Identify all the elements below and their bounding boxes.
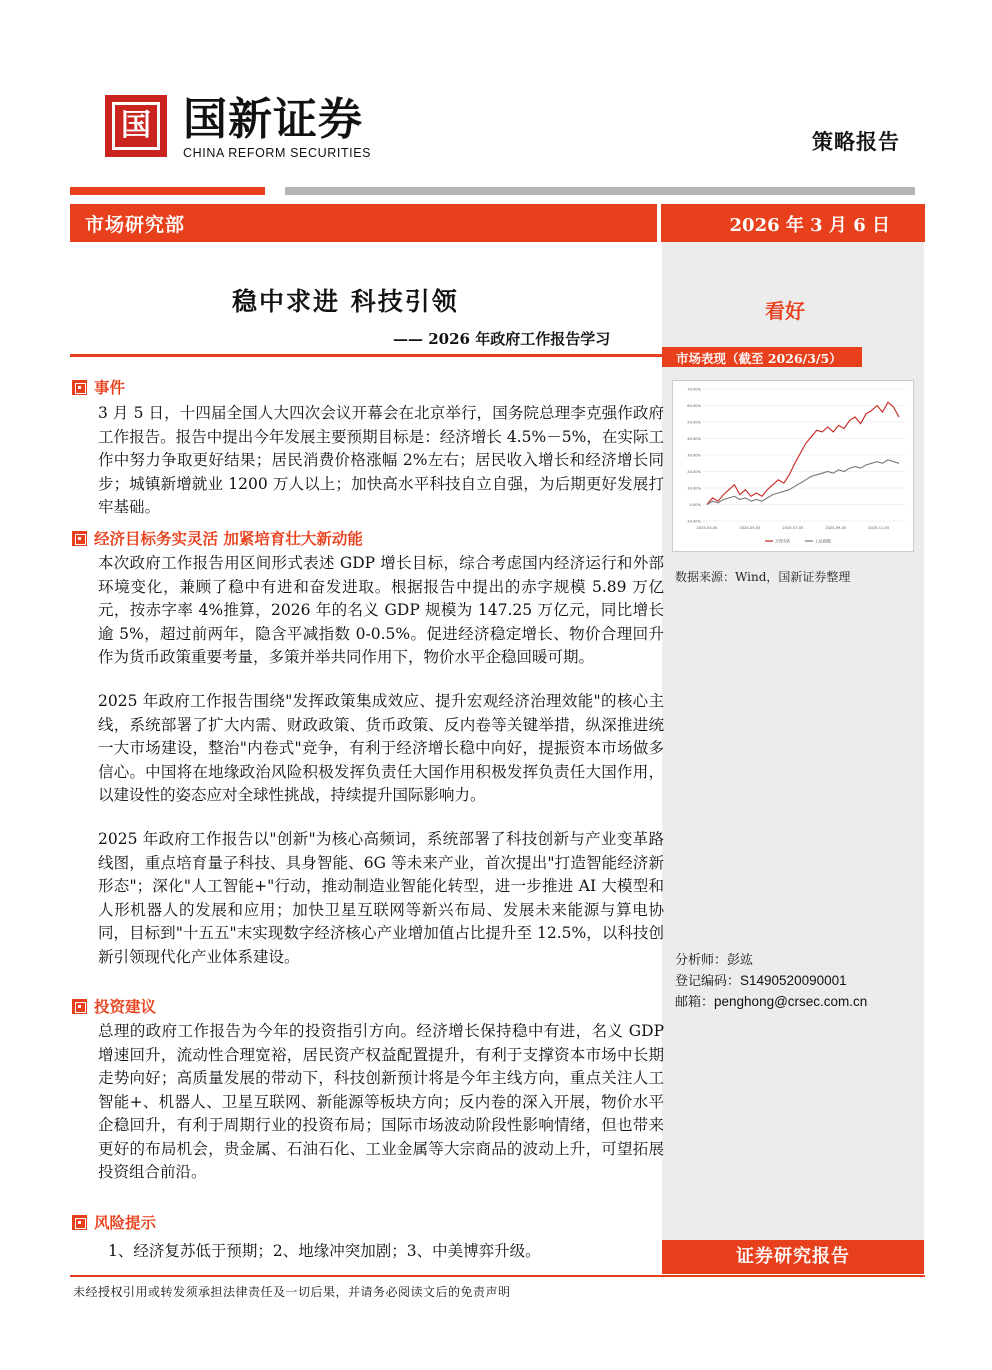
chart-legend-label: 万得全A: [775, 538, 790, 544]
market-chart-svg: [673, 381, 913, 551]
chart-x-tick-label: 2025-03-05: [696, 526, 718, 530]
goals-paragraph-2: 2025 年政府工作报告围绕"发挥政策集成效应、提升宏观经济治理效能"的核心主线，系统部署了扩大内需、财政政策、货币政策、反内卷等关键举措，纵深推进统一大市场建设，整治"内卷式"竞争，有利于经济增长稳中向好，提振资本市场做多信心。中国将在地缘政治风险积极发挥负责任大国作用积极发挥负责任大国作用，以建设性的姿态应对全球性挑战，持续提升国际影响力。: [98, 692, 664, 804]
chart-y-tick-label: 70.00%: [687, 387, 701, 392]
rating-label: 看好: [765, 299, 805, 323]
risk-paragraph: 1、经济复苏低于预期；2、地缘冲突加剧；3、中美博弈升级。: [108, 1242, 541, 1260]
section-risk-header: [72, 1211, 156, 1233]
event-paragraph: 3 月 5 日，十四届全国人大四次会议开幕会在北京举行，国务院总理李克强作政府工作报告。报告中提出今年发展主要预期目标是：经济增长 4.5%－5%，在实际工作中努力争取更好结果；居民消费价格涨幅 2%左右；居民收入增长和经济增长同步；城镇新增就业 1200 万人以上；加快高水平科技自立自强，为后期更好发展打牢基础。: [98, 404, 664, 516]
chart-y-tick-label: 30.00%: [687, 453, 701, 458]
section-bullet-icon: [72, 531, 87, 546]
market-chart: [672, 380, 914, 552]
report-type-label: 证券研究报告: [662, 1240, 924, 1274]
section-bullet-icon: [72, 380, 87, 395]
chart-x-tick-label: 2025-11-05: [868, 526, 890, 530]
section-bullet-icon: [72, 999, 87, 1014]
company-logo: [105, 95, 167, 157]
logo-frame: [112, 102, 160, 150]
chart-y-tick-label: 40.00%: [687, 437, 701, 441]
chart-x-tick-label: 2025-07-05: [782, 526, 804, 530]
goals-paragraph-3: 2025 年政府工作报告以"创新"为核心高频词，系统部署了科技创新与产业变革路线图，重点培育量子科技、具身智能、6G 等未来产业，首次提出"打造智能经济新形态"；深化"人工智能+"行动，推动制造业智能化转型，进一步推进 AI 大模型和人形机器人的发展和应用；加快卫星互联网等新兴布局、发展未来能源与算电协同，目标到"十五五"末实现数字经济核心产业增加值占比提升至 12.5%，以科技创新引领现代化产业体系建设。: [98, 830, 664, 966]
section-event-header: [72, 376, 125, 398]
analyst-reg: S1490520090001: [740, 973, 847, 988]
chart-y-tick-label: 10.00%: [687, 486, 701, 491]
analyst-reg-row: [675, 971, 867, 992]
chart-y-tick-label: -10.00%: [686, 519, 701, 524]
report-title: 稳中求进 科技引领: [232, 287, 459, 316]
section-goals-header: [72, 527, 363, 549]
header-gray-bar: [285, 187, 915, 195]
section-event-title: 事件: [94, 378, 126, 397]
document-type: 策略报告: [812, 129, 900, 154]
analyst-email[interactable]: penghong@crsec.com.cn: [714, 994, 868, 1009]
chart-y-tick-label: 20.00%: [687, 470, 701, 474]
analyst-email-row: [675, 992, 867, 1013]
chart-source: 数据来源：Wind，国新证券整理: [675, 570, 851, 584]
chart-x-tick-label: 2025-05-05: [739, 526, 761, 530]
brand-name-cn: 国新证券: [183, 94, 363, 145]
section-invest-title: 投资建议: [94, 997, 157, 1016]
report-date: 2026 年 3 月 6 日: [729, 215, 890, 236]
section-invest-header: [72, 995, 156, 1017]
title-rule: [70, 354, 662, 357]
department-label: 市场研究部: [85, 214, 186, 236]
analyst-name-row: [675, 951, 867, 971]
chart-y-tick-label: 50.00%: [687, 420, 701, 425]
logo-char: 国: [121, 108, 151, 143]
department-band: [70, 204, 925, 242]
chart-x-tick-label: 2025-09-05: [825, 526, 847, 530]
header-red-bar: [70, 187, 265, 195]
brand-name-en: CHINA REFORM SECURITIES: [183, 146, 372, 160]
band-divider: [657, 204, 661, 242]
market-performance-label: 市场表现（截至 2026/3/5）: [662, 347, 862, 367]
analyst-name: 彭竑: [727, 953, 754, 968]
goals-paragraph-1: 本次政府工作报告用区间形式表述 GDP 增长目标，综合考虑国内经济运行和外部环境变化，兼顾了稳中有进和奋发进取。根据报告中提出的赤字规模 5.89 万亿元，按赤字率 4%推算，2026 年的名义 GDP 规模为 147.25 万亿元，同比增长逾 5%，超过前两年，隐含平减指数 0-0.5%。促进经济稳定增长、物价合理回升作为货币政策重要考量，多策并举共同作用下，物价水平企稳回暖可期。: [98, 554, 664, 666]
analyst-reg-label: 登记编码：: [675, 974, 741, 989]
report-subtitle: —— 2026 年政府工作报告学习: [393, 330, 611, 348]
analyst-email-label: 邮箱：: [675, 995, 715, 1010]
chart-legend-label: 上证指数: [815, 538, 831, 544]
chart-y-tick-label: 60.00%: [687, 404, 701, 408]
section-risk-title: 风险提示: [94, 1213, 157, 1232]
chart-series-line: [707, 402, 899, 504]
footer-rule: [70, 1275, 925, 1277]
footer-disclaimer: 未经授权引用或转发须承担法律责任及一切后果，并请务必阅读文后的免责声明: [73, 1285, 511, 1299]
analyst-info: [675, 951, 867, 1013]
invest-paragraph: 总理的政府工作报告为今年的投资指引方向。经济增长保持稳中有进，名义 GDP 增速回升，流动性合理宽裕，居民资产权益配置提升，有利于支撑资本市场中长期走势向好；高质量发展的带动下，科技创新预计将是今年主线方向，重点关注人工智能+、机器人、卫星互联网、新能源等板块方向；反内卷的深入开展，物价水平企稳回升，有利于周期行业的投资布局；国际市场波动阶段性影响情绪，但也带来更好的布局机会，贵金属、石油石化、工业金属等大宗商品的波动上升，可望拓展投资组合前沿。: [98, 1022, 664, 1181]
section-goals-title: 经济目标务实灵活 加紧培育壮大新动能: [94, 529, 363, 548]
section-bullet-icon: [72, 1215, 87, 1230]
chart-series-line: [707, 460, 899, 505]
analyst-name-label: 分析师：: [675, 953, 728, 968]
chart-y-tick-label: 0.00%: [689, 503, 701, 507]
